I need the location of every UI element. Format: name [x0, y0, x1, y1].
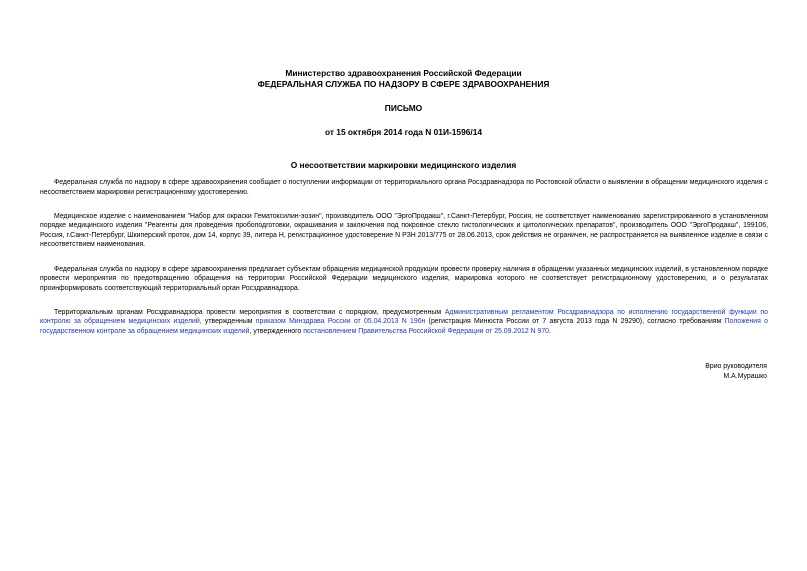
paragraph-1: Федеральная служба по надзору в сфере здравоохранения сообщает о поступлении информации от территориального органа Росздравнадзора по Ростовской области о выявлении в обращении медицинского изделия с несоответствием маркировки регистрационному удостоверению. [40, 179, 768, 196]
paragraph-4-text-4: , утвержденного [249, 328, 304, 336]
paragraph-4-text-1: Территориальным органам Росздравнадзора провести мероприятия в соответствии с порядком, предусмотренным [54, 308, 445, 316]
paragraph-4-text-2: , утвержденным [199, 318, 256, 326]
order-196n-link[interactable]: приказом Минздрава России от 05.04.2013 N 196н [255, 318, 426, 326]
service-name: ФЕДЕРАЛЬНАЯ СЛУЖБА ПО НАДЗОРУ В СФЕРЕ ЗДРАВООХРАНЕНИЯ [257, 79, 550, 89]
signer-position: Врио руководителя [705, 363, 767, 370]
document-date-number: от 15 октября 2014 года N 01И-1596/14 [324, 127, 483, 137]
document-type: ПИСЬМО [384, 103, 423, 113]
state-control-regulation-link[interactable]: Положения о государственном контроле за обращением медицинских изделий [40, 318, 769, 336]
paragraph-3: Федеральная служба по надзору в сфере здравоохранения предлагает субъектам обращения медицинской продукции провести проверку наличия в обращении указанных медицинских изделий, в установленном порядке провести мероприятия по предотвращению обращения на территории Российской Федерации медицинского изделия, маркировка которого не соответствует регистрационному удостоверению, и о результатах проинформировать соответствующий территориальный орган Росздравнадзора. [40, 265, 768, 292]
signature-block [705, 362, 767, 382]
document-header [0, 68, 807, 171]
paragraph-4-text-3: (регистрация Минюста России от 7 августа 2013 года N 29290), согласно требованиям [425, 318, 725, 326]
document-subject: О несоответствии маркировки медицинского изделия [290, 160, 517, 170]
paragraph-2: Медицинское изделие с наименованием "Набор для окраски Гематоксилин-эозин", производитель ООО "ЭргоПродакш", г.Санкт-Петербург, Россия, не соответствует наименованию зарегистрированного в установленном порядке медицинского изделия "Реагенты для проведения пробоподготовки, окрашивания и заключения под покровное стекло гистологических и цитологических препаратов", производитель ООО "ЭргоПродакш", 199106, Россия, г.Санкт-Петербург, Шкиперский проток, дом 14, корпус 39, литера Н, регистрационное удостоверение N РЗН 2013/775 от 28.06.2013, срок действия не ограничен, не распространяется на выявленное изделие в связи с несоответствием наименования. [40, 212, 768, 249]
paragraph-4-text-5: . [549, 328, 551, 336]
admin-regulation-link[interactable]: Административным регламентом Росздравнадзора по исполнению государственной функции по контролю за обращением медицинских изделий [40, 308, 768, 326]
government-decree-970-link[interactable]: постановлением Правительства Российской Федерации от 25.09.2012 N 970 [303, 328, 549, 336]
paragraph-4 [40, 308, 768, 337]
document-body [40, 178, 768, 351]
ministry-name: Министерство здравоохранения Российской Федерации [285, 68, 522, 78]
signer-name: М.А.Мурашко [723, 373, 767, 380]
